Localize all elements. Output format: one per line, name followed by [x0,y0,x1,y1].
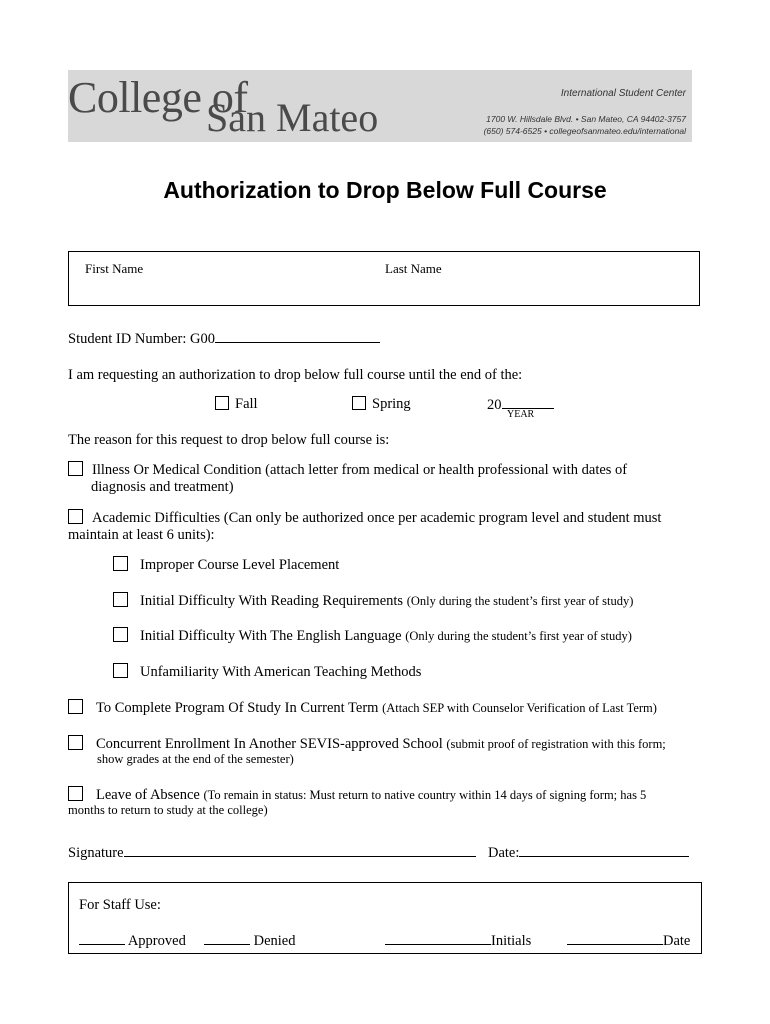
first-name-label: First Name [85,261,144,276]
student-id-field[interactable] [215,330,380,343]
logo-college-text: College of [68,73,248,122]
leave-note-cont: months to return to study at the college) [68,803,268,817]
placement-checkbox[interactable] [113,556,128,571]
staff-date-label: Date [663,933,691,949]
last-name-label: Last Name [385,261,442,276]
academic-label: Academic Difficulties (Can only be authorized once per academic program level and student must [92,510,662,526]
approved-label: Approved [127,933,186,949]
term-fall-option[interactable] [215,396,258,413]
illness-label: Illness Or Medical Condition (attach letter from medical or health professional with dates of [92,462,628,478]
initials-field[interactable] [385,932,491,945]
first-name-field[interactable] [81,278,371,302]
denied-field[interactable] [204,932,250,945]
teaching-option[interactable] [113,663,421,681]
date-row [488,844,689,862]
signature-row [68,844,476,862]
english-note: (Only during the student’s first year of study) [405,629,632,643]
concurrent-note: (submit proof of registration with this form; [446,737,666,751]
request-text: I am requesting an authorization to drop below full course until the end of the: [68,367,523,383]
complete-program-option[interactable] [68,699,657,717]
staff-heading: For Staff Use: [79,897,161,913]
spring-label: Spring [372,396,411,412]
term-spring-option[interactable] [352,396,411,413]
spring-checkbox[interactable] [352,396,366,410]
placement-label: Improper Course Level Placement [140,557,340,573]
academic-label-cont: maintain at least 6 units): [68,527,215,543]
concurrent-note-cont: show grades at the end of the semester) [97,752,294,766]
last-name-field[interactable] [381,278,691,302]
academic-option[interactable] [68,509,661,527]
student-id-label: Student ID Number: G00 [68,331,215,347]
initials-label: Initials [491,933,532,949]
name-box [68,251,700,306]
fall-label: Fall [235,396,258,412]
complete-program-label: To Complete Program Of Study In Current Term [96,700,379,716]
english-label: Initial Difficulty With The English Language [140,628,402,644]
center-name: International Student Center [560,88,686,99]
concurrent-checkbox[interactable] [68,735,83,750]
header-banner [68,70,692,142]
reading-note: (Only during the student’s first year of study) [406,594,634,608]
reason-text: The reason for this request to drop below full course is: [68,432,390,448]
concurrent-option[interactable] [68,735,666,753]
leave-checkbox[interactable] [68,786,83,801]
leave-option[interactable] [68,786,646,804]
address-line: 1700 W. Hillsdale Blvd. • San Mateo, CA 94402-3757 [486,114,686,124]
fall-checkbox[interactable] [215,396,229,410]
reading-label: Initial Difficulty With Reading Requirements [140,593,404,609]
reading-checkbox[interactable] [113,592,128,607]
concurrent-label: Concurrent Enrollment In Another SEVIS-approved School [96,736,443,752]
page-title: Authorization to Drop Below Full Course [163,177,607,203]
approved-row [79,932,186,950]
english-checkbox[interactable] [113,627,128,642]
signature-field[interactable] [124,844,476,857]
placement-option[interactable] [113,556,339,574]
academic-checkbox[interactable] [68,509,83,524]
approved-field[interactable] [79,932,125,945]
staff-use-box [68,882,702,954]
english-option[interactable] [113,627,632,645]
teaching-checkbox[interactable] [113,663,128,678]
staff-date-field[interactable] [567,932,663,945]
leave-note: (To remain in status: Must return to native country within 14 days of signing form; has 5 [203,788,647,802]
reading-option[interactable] [113,592,633,610]
date-label: Date: [488,845,520,861]
year-field[interactable] [502,396,554,409]
complete-program-note: (Attach SEP with Counselor Verification of Last Term) [382,701,657,715]
illness-label-cont: diagnosis and treatment) [91,479,234,495]
student-id-row [68,330,380,348]
staff-date-row [567,932,690,950]
year-prefix: 20 [487,397,502,413]
teaching-label: Unfamiliarity With American Teaching Methods [140,664,422,680]
initials-row [385,932,531,950]
year-caption: YEAR [507,409,535,420]
date-field[interactable] [519,844,689,857]
contact-line: (650) 574-6525 • collegeofsanmateo.edu/international [483,126,686,136]
illness-checkbox[interactable] [68,461,83,476]
signature-label: Signature [68,845,124,861]
leave-label: Leave of Absence [96,787,200,803]
denied-row [204,932,296,950]
complete-program-checkbox[interactable] [68,699,83,714]
illness-option[interactable] [68,461,627,479]
logo-sanmateo-text: San Mateo [206,95,379,140]
denied-label: Denied [253,933,296,949]
